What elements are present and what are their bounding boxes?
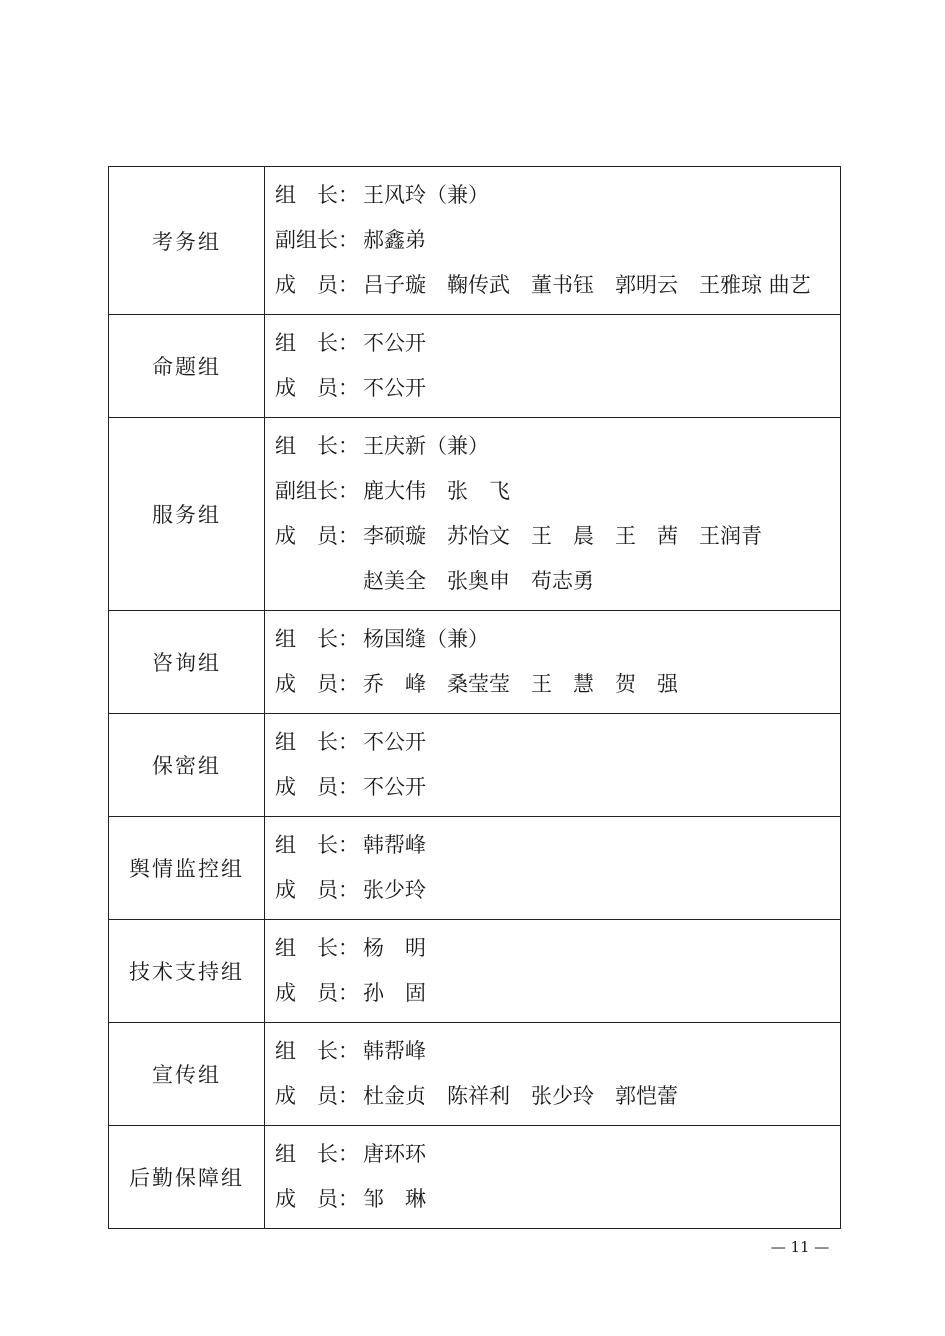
group-row bbox=[109, 418, 841, 611]
member-line bbox=[275, 1029, 840, 1074]
role-label: 副组长： bbox=[275, 479, 359, 503]
role-label: 成 员： bbox=[275, 376, 359, 400]
member-line bbox=[275, 765, 840, 810]
role-label: 组 长： bbox=[275, 1039, 359, 1063]
member-names: 赵美全 张奥申 苟志勇 bbox=[363, 569, 594, 593]
member-line bbox=[275, 823, 840, 868]
group-members bbox=[265, 315, 841, 418]
member-line bbox=[275, 173, 840, 218]
group-table bbox=[108, 166, 841, 1229]
member-names: 不公开 bbox=[363, 376, 426, 400]
group-name: 舆情监控组 bbox=[109, 817, 265, 920]
member-line bbox=[275, 218, 840, 263]
group-members bbox=[265, 920, 841, 1023]
role-label: 成 员： bbox=[275, 1084, 359, 1108]
member-line bbox=[275, 559, 840, 604]
group-name: 技术支持组 bbox=[109, 920, 265, 1023]
member-names: 杜金贞 陈祥利 张少玲 郭恺蕾 bbox=[363, 1084, 678, 1108]
group-row bbox=[109, 611, 841, 714]
role-label: 组 长： bbox=[275, 936, 359, 960]
member-names: 不公开 bbox=[363, 331, 426, 355]
member-names: 孙 固 bbox=[363, 981, 426, 1005]
role-label: 组 长： bbox=[275, 833, 359, 857]
member-names: 吕子璇 鞠传武 董书钰 郭明云 王雅琼 曲艺 bbox=[363, 273, 811, 297]
group-row bbox=[109, 315, 841, 418]
group-members bbox=[265, 817, 841, 920]
member-names: 王庆新（兼） bbox=[363, 434, 489, 458]
role-label: 组 长： bbox=[275, 627, 359, 651]
group-row bbox=[109, 1023, 841, 1126]
member-line bbox=[275, 366, 840, 411]
member-line bbox=[275, 926, 840, 971]
group-members bbox=[265, 611, 841, 714]
member-names: 乔 峰 桑莹莹 王 慧 贺 强 bbox=[363, 672, 678, 696]
member-line bbox=[275, 424, 840, 469]
member-line bbox=[275, 662, 840, 707]
group-row bbox=[109, 167, 841, 315]
member-line bbox=[275, 617, 840, 662]
member-names: 韩帮峰 bbox=[363, 833, 426, 857]
group-name: 考务组 bbox=[109, 167, 265, 315]
member-names: 鹿大伟 张 飞 bbox=[363, 479, 510, 503]
role-label: 成 员： bbox=[275, 524, 359, 548]
role-label: 成 员： bbox=[275, 273, 359, 297]
member-line bbox=[275, 514, 840, 559]
member-names: 不公开 bbox=[363, 775, 426, 799]
member-names: 邹 琳 bbox=[363, 1187, 426, 1211]
group-name: 宣传组 bbox=[109, 1023, 265, 1126]
group-name: 命题组 bbox=[109, 315, 265, 418]
group-row bbox=[109, 817, 841, 920]
group-name: 服务组 bbox=[109, 418, 265, 611]
group-members bbox=[265, 1023, 841, 1126]
member-names: 不公开 bbox=[363, 730, 426, 754]
group-members bbox=[265, 1126, 841, 1229]
member-line bbox=[275, 720, 840, 765]
role-label: 成 员： bbox=[275, 775, 359, 799]
group-row bbox=[109, 714, 841, 817]
role-label: 成 员： bbox=[275, 1187, 359, 1211]
role-label: 组 长： bbox=[275, 331, 359, 355]
group-members bbox=[265, 167, 841, 315]
group-name: 后勤保障组 bbox=[109, 1126, 265, 1229]
role-label: 组 长： bbox=[275, 1142, 359, 1166]
member-line bbox=[275, 263, 840, 308]
role-label: 副组长： bbox=[275, 228, 359, 252]
member-names: 王风玲（兼） bbox=[363, 183, 489, 207]
member-line bbox=[275, 971, 840, 1016]
group-name: 保密组 bbox=[109, 714, 265, 817]
member-names: 韩帮峰 bbox=[363, 1039, 426, 1063]
member-names: 郝鑫弟 bbox=[363, 228, 426, 252]
role-label: 成 员： bbox=[275, 672, 359, 696]
member-names: 李硕璇 苏怡文 王 晨 王 茜 王润青 bbox=[363, 524, 762, 548]
member-names: 杨国缝（兼） bbox=[363, 627, 489, 651]
role-label: 组 长： bbox=[275, 434, 359, 458]
member-line bbox=[275, 321, 840, 366]
member-line bbox=[275, 1074, 840, 1119]
group-row bbox=[109, 1126, 841, 1229]
role-label: 组 长： bbox=[275, 183, 359, 207]
member-names: 杨 明 bbox=[363, 936, 426, 960]
group-row bbox=[109, 920, 841, 1023]
group-members bbox=[265, 418, 841, 611]
member-names: 张少玲 bbox=[363, 878, 426, 902]
member-line bbox=[275, 868, 840, 913]
role-label: 组 长： bbox=[275, 730, 359, 754]
member-line bbox=[275, 469, 840, 514]
group-name: 咨询组 bbox=[109, 611, 265, 714]
member-line bbox=[275, 1132, 840, 1177]
role-label: 成 员： bbox=[275, 981, 359, 1005]
group-members bbox=[265, 714, 841, 817]
member-names: 唐环环 bbox=[363, 1142, 426, 1166]
page-number: — 11 — bbox=[770, 1238, 830, 1256]
member-line bbox=[275, 1177, 840, 1222]
role-label: 成 员： bbox=[275, 878, 359, 902]
